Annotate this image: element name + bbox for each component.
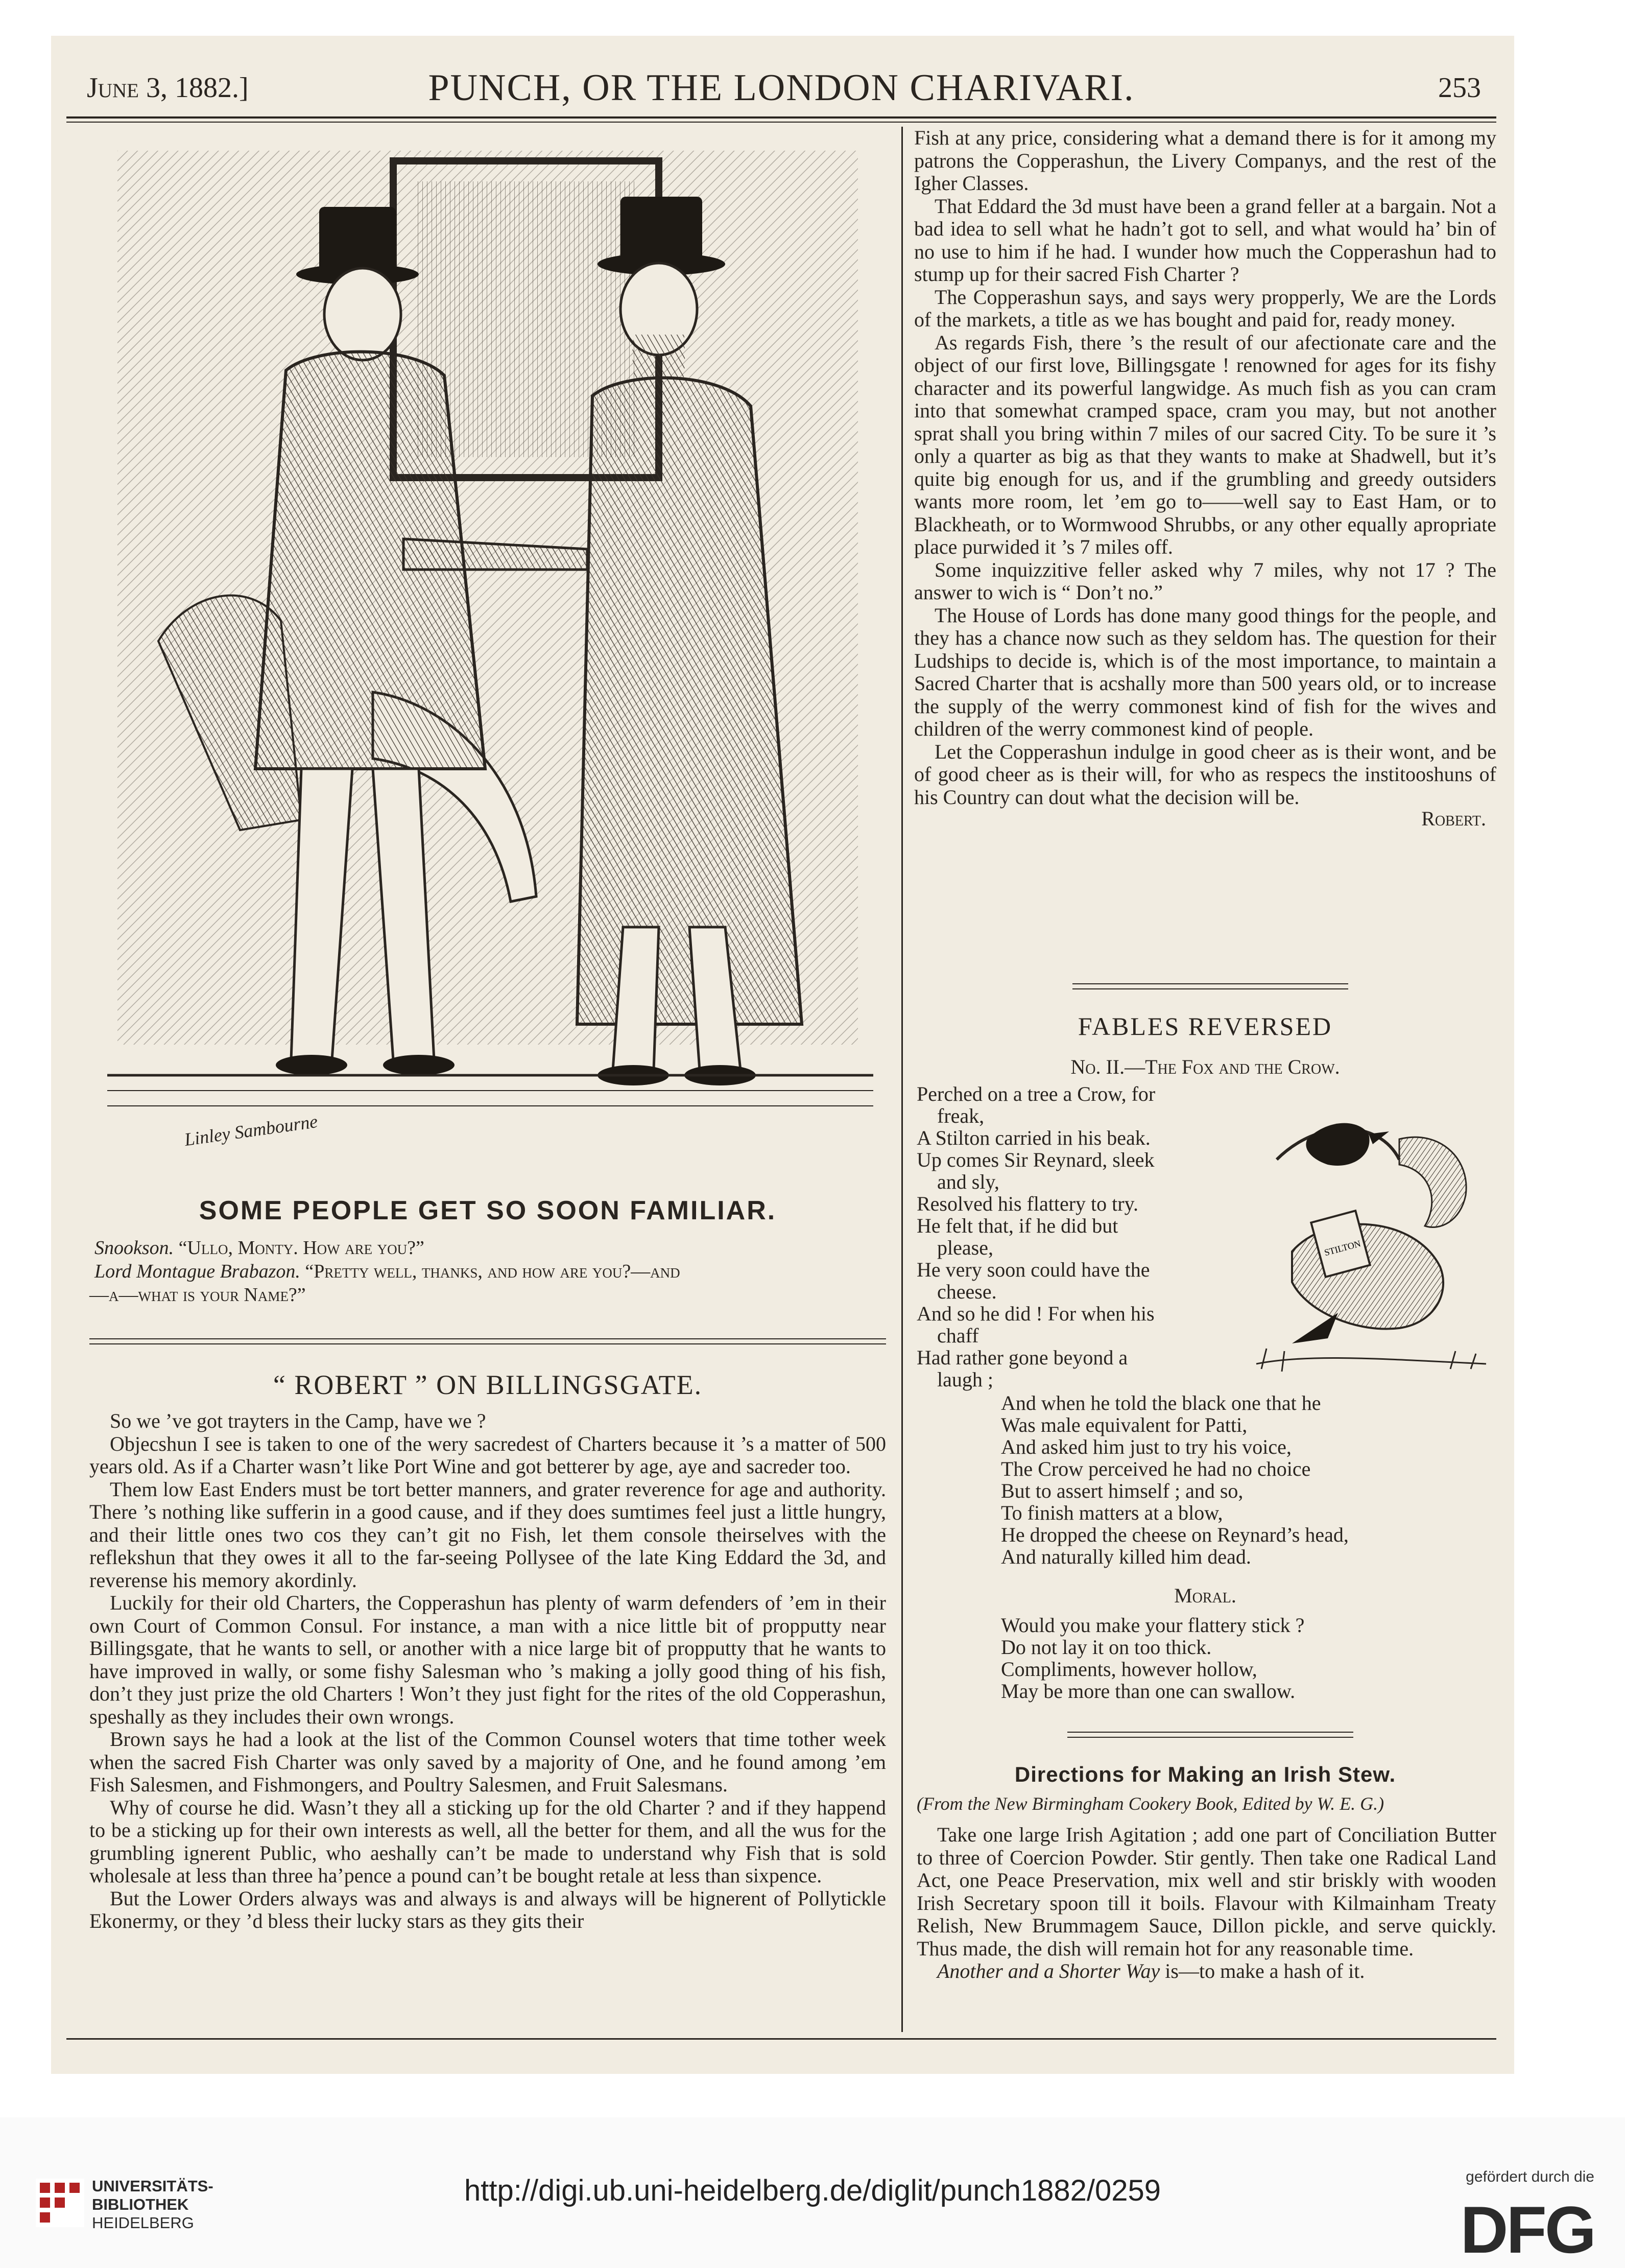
verse-line: Compliments, however hollow, (1001, 1658, 1257, 1681)
verse-line: Do not lay it on too thick. (1001, 1636, 1212, 1659)
verse-line: May be more than one can swallow. (1001, 1680, 1296, 1703)
article-para: The House of Lords has done many good things for the people, and they has a chance now such as they seldom has. The question for their Ludships to decide is, which is of the most importance, to maintain a Sacred Charter that is acshally more than 500 years old, or to increase the supply of the werry commonest kind of fish for the wives and children of the werry commonest kind of people. (914, 603, 1496, 740)
stew-source: (From the New Birmingham Cookery Book, Edited by W. E. G.) (917, 1793, 1384, 1814)
caption-rule (89, 1338, 886, 1339)
verse-line: Up comes Sir Reynard, sleek (917, 1148, 1155, 1171)
fables-subtitle: No. II.—The Fox and the Crow. (1070, 1055, 1340, 1078)
verse-line: Had rather gone beyond a (917, 1346, 1128, 1369)
source-url-link[interactable]: http://digi.ub.uni-heidelberg.de/diglit/punch1882/0259 (464, 2174, 1161, 2207)
cartoon-illustration (87, 130, 889, 1183)
cartoon-dialogue (89, 1236, 886, 1307)
bottom-rule (66, 2038, 1496, 2040)
verse-line: laugh ; (937, 1368, 993, 1391)
article-para: That Eddard the 3d must have been a grand feller at a bargain. Not a bad idea to sell what he hadn’t got to sell, and what would ha’ bin of no use to him if he had. I wunder how much the Copperashun had to stump up for their sacred Fish Charter ? (914, 194, 1496, 286)
fable-verse-a (917, 1083, 1238, 1390)
verse-line: Was male equivalent for Patti, (1001, 1413, 1248, 1436)
verse-line: The Crow perceived he had no choice (1001, 1457, 1311, 1480)
stew-paragraph: Take one large Irish Agitation ; add one part of Conciliation Butter to three of Coercion Powder. Stir gently. Then take one Radical Land Act, one Peace Preservation, mix well and stir briskly with wooden Irish Secretary spoon till it boils. Flavour with Kilmainham Treaty Relish, New Brummagem Sauce, Dillon pickle, and serve quickly. Thus made, the dish will remain hot for any reasonable time. (917, 1823, 1496, 1960)
fox-and-crow-illustration (1246, 1098, 1496, 1384)
dialogue-2: “Pretty well, thanks, and how are you?—and (305, 1261, 680, 1282)
fable-verse-b (1001, 1392, 1496, 1568)
article-para: But the Lower Orders always was and always is and always will be hignerent of Pollytickle Ekonermy, or they ’d bless their lucky stars as they gits their (89, 1886, 886, 1932)
page-header (66, 66, 1496, 112)
article-para: Fish at any price, considering what a demand there is for it among my patrons the Copperashun, the Livery Companys, and the rest of the Igher Classes. (914, 126, 1496, 195)
funded-by-text: gefördert durch die (1466, 2168, 1594, 2185)
header-title: PUNCH, OR THE LONDON CHARIVARI. (428, 67, 1135, 109)
cartoon-caption-title: SOME PEOPLE GET SO SOON FAMILIAR. (199, 1196, 777, 1225)
fables-title: FABLES REVERSED (1078, 1012, 1333, 1041)
cartoon-signature: Linley Sambourne (183, 1111, 319, 1150)
caption-rule-2 (89, 1343, 886, 1344)
verse-line: And when he told the black one that he (1001, 1391, 1321, 1414)
article-para: Luckily for their old Charters, the Copperashun has plenty of warm defenders of ’em in their own Court of Common Consul. For instance, a man with a nice little bit of propputty near Billingsgate, that he wants to sell, or another with a nice large bit of propputty that he wants to have improved in wally, or some fishy Salesman who ’s making a jolly good thing of his fish, don’t they just prize the old Charters ! Won’t they just fight for the rites of the old Copperashun, speshally as they includes their own wrongs. (89, 1591, 886, 1728)
verse-line: Would you make your flattery stick ? (1001, 1614, 1305, 1637)
stew-body (917, 1824, 1496, 1983)
article-para: Let the Copperashun indulge in good cheer as is their wont, and be of good cheer as is their will, for who as respecs the institooshuns of his Country can dout what the decision will be. (914, 740, 1496, 809)
dialogue-2-cont: —a—what is your Name?” (89, 1284, 306, 1306)
verse-line: cheese. (937, 1280, 997, 1303)
verse-line: Resolved his flattery to try. (917, 1192, 1138, 1215)
speaker-2: Lord Montague Brabazon. (94, 1261, 300, 1282)
article-para: Objecshun I see is taken to one of the wery sacredest of Charters because it ’s a matter of 500 years old. As if a Charter wasn’t like Port Wine and got betterer by age, aye and sacreder too. (89, 1432, 886, 1478)
library-line: UNIVERSITÄTS- (92, 2177, 213, 2195)
verse-line: To finish matters at a blow, (1001, 1501, 1223, 1524)
header-rule-thin (66, 122, 1496, 123)
header-date: June 3, 1882.] (87, 72, 249, 104)
article-para: Why of course he did. Wasn’t they all a sticking up for the old Charter ? and if they happend to be a sticking up for their own interests as well, all the better for them, and all the wus for the grumbling ignerent Public, who aeshally can’t be made to understand why Fish that is sold wholesale at less than three ha’pence a pound can’t be bought retale at less than sixpence. (89, 1796, 886, 1887)
article-para: Them low East Enders must be tort better manners, and grater reverence for age and authority. There ’s nothing like sufferin in a good cause, and if they does sumtimes feel just a little hungry, and their little ones two cos they can’t git no Fish, let them console theirselves with the reflekshun that they owes it all to the far-seeing Pollysee of the late King Eddard the 3d, and reverense his memory akordinly. (89, 1477, 886, 1592)
library-line: BIBLIOTHEK (92, 2195, 189, 2213)
cheese-label: STILTON (1323, 1238, 1362, 1258)
library-line: HEIDELBERG (92, 2214, 194, 2232)
article-title: “ ROBERT ” ON BILLINGSGATE. (273, 1369, 703, 1400)
stew-title: Directions for Making an Irish Stew. (1014, 1762, 1396, 1786)
verse-line: Perched on a tree a Crow, for (917, 1082, 1156, 1105)
article-para: So we ’ve got trayters in the Camp, have we ? (110, 1409, 486, 1432)
stew-final: is—to make a hash of it. (1160, 1959, 1365, 1982)
speaker-1: Snookson. (94, 1237, 174, 1259)
article-para: Brown says he had a look at the list of the Common Counsel woters that time tother week when the sacred Fish Charter was only saved by a majority of One, and he found among ’em Fish Salesmen, and Fishmongers, and Poultry Salesmen, and Fruit Salesmans. (89, 1728, 886, 1796)
dfg-logo: DFG (1460, 2192, 1594, 2267)
verse-line: chaff (937, 1324, 979, 1347)
dialogue-1: “Ullo, Monty. How are you?” (178, 1237, 424, 1259)
header-page-number: 253 (1438, 72, 1481, 104)
moral-verse (1001, 1614, 1496, 1702)
verse-line: And naturally killed him dead. (1001, 1545, 1251, 1568)
article-para: As regards Fish, there ’s the result of our afectionate care and the object of our first love, Billingsgate ! renowned for ages for its fishy character and its powerful langwidge. As much fish as you can cram into that somewhat cramped space, cram you may, but not another sprat shall you bring within 7 miles of our sacred City. To be sure it ’s only a quarter as big as that they wants to make at Shadwell, but it’s quite big enough for us, and if the grumbling and greedy outsiders wants more room, let ’em go to——well say to East Ham, or to Blackheath, or to Wormwood Shrubbs, or any other equally apropriate place purwided it ’s 7 miles off. (914, 330, 1496, 558)
verse-line: He very soon could have the (917, 1258, 1150, 1281)
verse-line: And so he did ! For when his (917, 1302, 1155, 1325)
section-rule-2 (1067, 1737, 1353, 1738)
verse-line: please, (937, 1236, 993, 1259)
article-left-column (89, 1410, 886, 1933)
section-rule (1067, 1732, 1353, 1733)
section-rule (1072, 983, 1348, 984)
header-rule (66, 116, 1496, 119)
verse-line: And asked him just to try his voice, (1001, 1435, 1292, 1458)
verse-line: A Stilton carried in his beak. (917, 1126, 1151, 1149)
verse-line: But to assert himself ; and so, (1001, 1479, 1244, 1502)
article-para: Some inquizzitive feller asked why 7 miles, why not 17 ? The answer to wich is “ Don’t no.” (914, 558, 1496, 604)
verse-line: He dropped the cheese on Reynard’s head, (1001, 1523, 1349, 1546)
verse-line: He felt that, if he did but (917, 1214, 1118, 1237)
article-right-column (914, 127, 1496, 831)
stew-final-italic: Another and a Shorter Way (937, 1959, 1160, 1982)
verse-line: and sly, (937, 1170, 999, 1193)
verse-line: freak, (937, 1104, 985, 1127)
section-rule-2 (1072, 988, 1348, 989)
moral-title: Moral. (1174, 1584, 1236, 1607)
article-signoff: Robert. (1421, 807, 1486, 830)
column-divider (901, 127, 903, 2032)
article-para: The Copperashun says, and says wery propperly, We are the Lords of the markets, a title as we has bought and paid for, ready money. (914, 285, 1496, 331)
